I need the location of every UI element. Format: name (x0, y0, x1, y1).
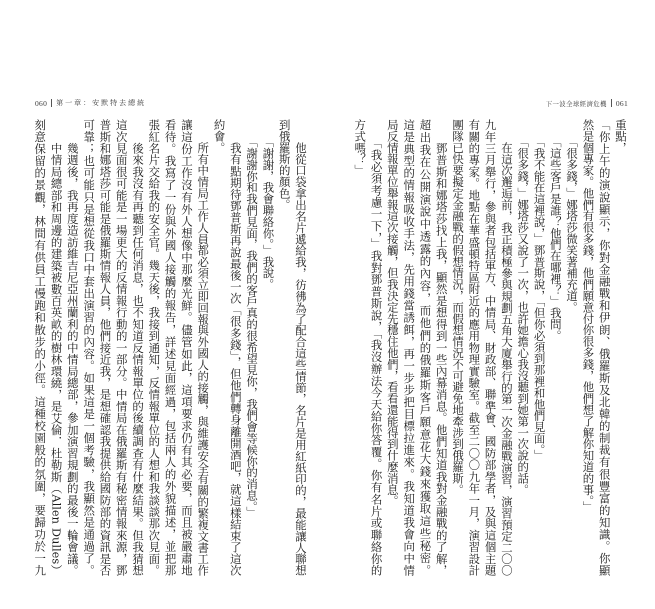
text-column: 鄧普斯和娜塔莎找上我，顯然是想得到一些內幕消息。他們知道我對金融戰的了解， (434, 119, 449, 576)
text-column: 九年三月舉行，參與者包括軍方、中情局、財政部、聯準會、國防部學者，及與這個主題 (483, 119, 498, 576)
text-column: 「謝謝你和我們見面，我們的客戶真的很希望見你，我們會等候你的消息。」 (245, 119, 260, 518)
text-column: 讓這份工作沒有外人想像中那麼光鮮。儘管如此，這項要求仍有其必要，而且被嚴肅地 (179, 119, 194, 576)
right-book-title: 下一波全球經濟危機 (545, 99, 607, 108)
text-column: 在這次邂逅前，我正積極參與規劃五角大廈舉行的第一次金融戰演習，演習預定二〇〇 (499, 119, 514, 576)
text-column: 普斯和娜塔莎可能是俄羅斯情報人員，他們接近我，是想確認我提供給國防部的資訊是否 (98, 119, 113, 576)
text-column: 中情局總部和周邊的建築被數百英畝的樹林環繞，是艾倫．杜勒斯（Allen Dulles） (49, 119, 64, 576)
left-page-body (32, 119, 309, 576)
left-running-head (35, 98, 146, 108)
text-column: 看待。我寫了一份與外國人接觸的報告，詳述見面經過，包括兩人的外貌描述，並把那 (163, 119, 178, 576)
text-column: 「很多錢，」娜塔莎微笑著補充道。 (565, 119, 580, 313)
text-column: 後來我沒有再聽到任何消息，也不知道反情報單位的後續調查有什麼結果。但我猜想 (131, 119, 146, 576)
text-column: 刻意保留的景觀，林間有供員工慢跑和散步的小徑。這種校園般的氛圍，要歸功於一九 (33, 119, 48, 576)
text-column: 這次見面很可能是一場更大的反情報行動的一部分。中情局在俄羅斯有秘密情報來源，鄧 (114, 119, 129, 576)
text-column: 「很多錢，」娜塔莎又說了一次，也許她擔心我沒聽到她第一次說的話。 (516, 119, 531, 496)
text-column: 然是個專家。他們有很多錢，他們願意付你很多錢，他們想了解你知道的事。」 (581, 119, 596, 513)
text-column: 超出我在公開演說中透露的內容，而他們的俄羅斯客戶願意花大錢來獲取這些秘密。 (418, 119, 433, 576)
text-column: 他從口袋拿出名片遞給我，彷彿為了配合這些情節，名片是用紅紙印的，最能讓人聯想 (294, 119, 308, 576)
left-page-number: 060 (35, 98, 48, 108)
text-column: 我有點期待鄧普斯再說最後一次「很多錢」，但他們轉身離開酒吧，就這樣結束了這次 (228, 119, 243, 576)
text-column: 重點， (614, 119, 628, 154)
right-page-number: 061 (615, 98, 628, 108)
text-column: 「這些客戶是誰？他們在哪裡？」我問。 (548, 119, 563, 342)
text-column: 所有中情局工作人員都必須立即回報與外國人的接觸，與維護安全有關的繁複文書工作 (196, 119, 211, 576)
text-column: 可靠；也可能只是想從我口中套出演習的內容。如果這是一個考驗，我顯然是通過了。 (82, 119, 97, 576)
text-column: 方式嗎？」 (353, 119, 368, 176)
text-column: 「我不能在這裡說，」鄧普斯說，「但你必須到那裡和他們見面。」 (532, 119, 547, 461)
text-column: 團隊已快要擬定金融戰的假想情況，而假想情況不可避免地牽涉到俄羅斯。 (451, 119, 466, 496)
header-separator (611, 99, 612, 107)
right-page-body (352, 119, 629, 576)
text-column: 「我必須考慮一下，」我對鄧普斯說，「我沒辦法今天給你答覆。你有名片或聯絡你的 (369, 119, 384, 576)
text-column: 這是典型的情報吸收手法，先用錢當誘餌，再一步步把目標拉進來。我知道我會向中情 (402, 119, 417, 576)
text-column: 局反情報單位舉報這次接觸，但我決定先穩住他們，看看還能得到什麼消息。 (385, 119, 400, 507)
text-column: 「謝謝，我會聯絡你。」我說。 (261, 119, 276, 290)
text-column: 有關的專家。地點在華盛頓特區附近的應用物理實驗室。截至二〇〇九年一月，演習設計 (467, 119, 482, 576)
right-running-head (546, 98, 628, 108)
text-column: 「你上午的演說顯示，你對金融戰和伊朗、俄羅斯及北韓的制裁有很豐富的知識。你顯 (597, 119, 612, 576)
text-column: 幾週後，我再度造訪維吉尼亞州蘭利的中情局總部，參加演習規劃的最後一輪會議。 (65, 119, 80, 576)
text-column: 到俄羅斯的顏色。 (277, 119, 292, 211)
text-column: 約會。 (212, 119, 227, 154)
left-chapter-title: 第一章：安默特去總統 (56, 99, 147, 107)
text-column: 張紅名片交給我的安全官。幾天後，我接到通知，反情報單位的人想和我談談那次見面。 (147, 119, 162, 576)
header-separator (51, 99, 52, 107)
